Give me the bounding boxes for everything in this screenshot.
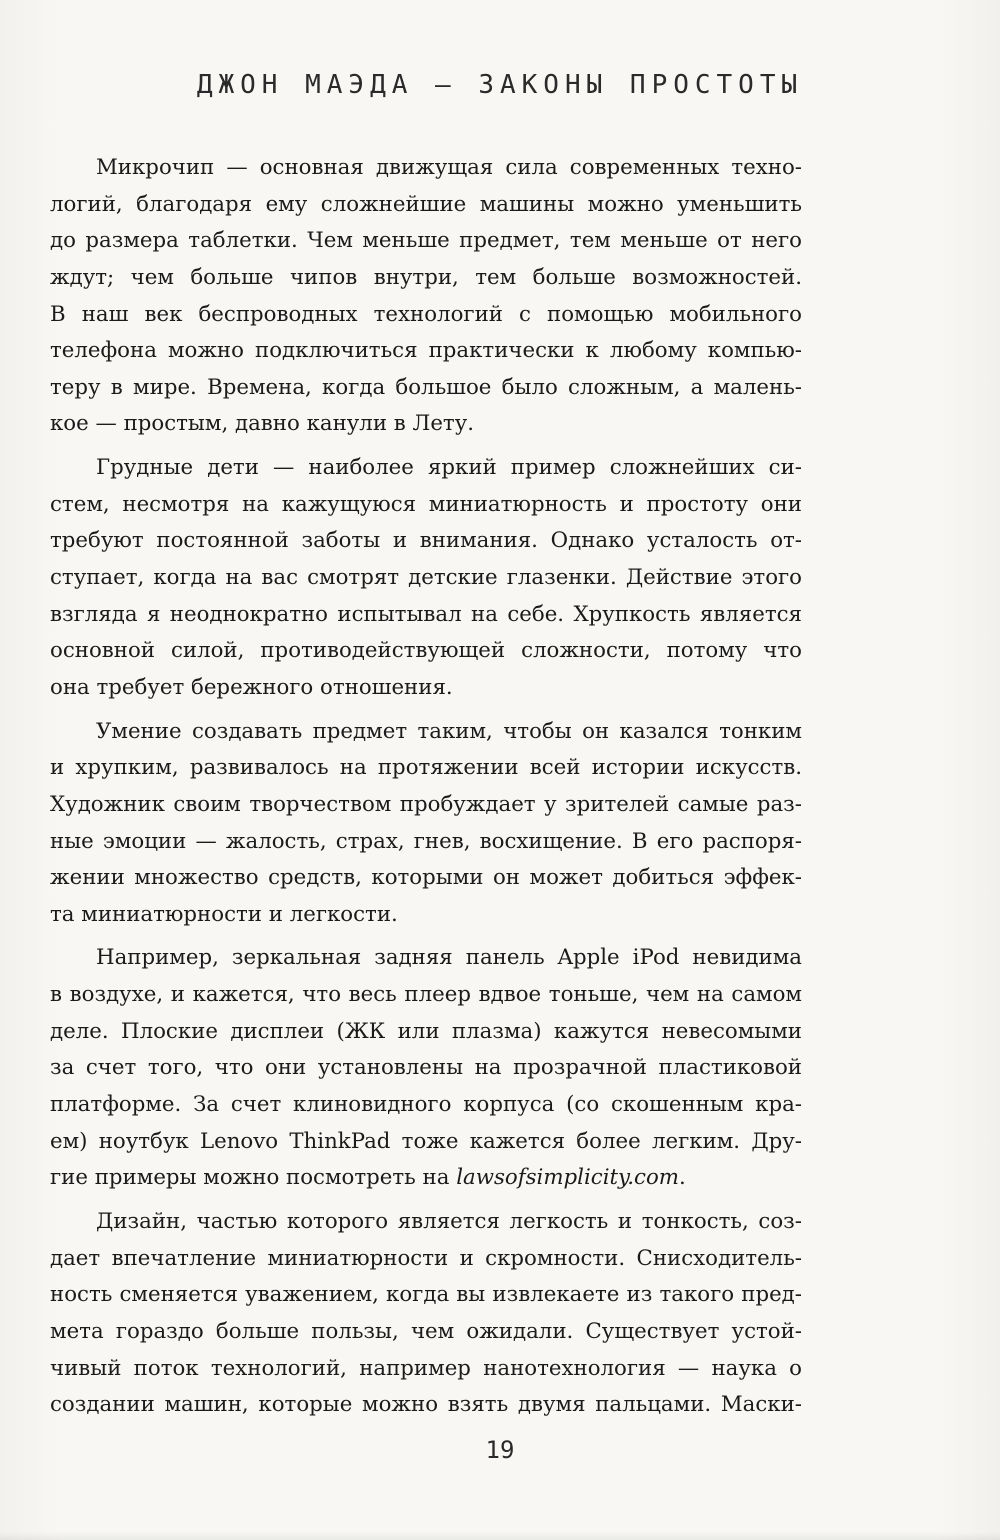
text-line: ступает, когда на вас смотрят детские глазенки. Действие этого (50, 565, 802, 591)
text-line: Микрочип — основная движущая сила современных техно- (96, 155, 802, 180)
text-line: мета гораздо больше пользы, чем ожидали. Существует устой- (50, 1318, 802, 1344)
text-fragment: . (678, 1165, 686, 1191)
text-line: телефона можно подключиться практически к любому компью- (50, 338, 802, 364)
page-number: 19 (485, 1436, 515, 1464)
paragraph-gap (50, 443, 802, 450)
text-line: теру в мире. Времена, когда большое было сложным, а малень- (50, 374, 802, 400)
text-line: Художник своим творчеством пробуждает у зрителей самые раз- (50, 791, 802, 817)
text-line: Дизайн, частью которого является легкость и тонкость, соз- (96, 1208, 802, 1234)
body-text (50, 150, 802, 1424)
text-line: ем) ноутбук Lenovo ThinkPad тоже кажется более легким. Дру- (50, 1128, 802, 1154)
text-line: Например, зеркальная задняя панель Apple iPod невидима (96, 945, 802, 971)
text-line: логий, благодаря ему сложнейшие машины можно уменьшить (50, 191, 802, 217)
text-line: стем, несмотря на кажущуюся миниатюрность и простоту они (50, 491, 802, 517)
text-line: В наш век беспроводных технологий с помощью мобильного (50, 301, 802, 327)
text-fragment: гие примеры можно посмотреть на (50, 1165, 457, 1191)
paragraph-gap (50, 933, 802, 940)
text-line: основной силой, противодействующей сложности, потому что (50, 638, 802, 664)
text-line: платформе. За счет клиновидного корпуса (со скошенным кра- (50, 1092, 802, 1118)
text-line: чивый поток технологий, например нанотехнология — наука о (50, 1355, 802, 1381)
page-edge-shadow (0, 1532, 1000, 1540)
text-line (50, 1160, 802, 1197)
paragraph-3 (50, 714, 802, 934)
text-line: и хрупким, развивалось на протяжении всей истории искусств. (50, 755, 802, 781)
text-line: та миниатюрности и легкости. (50, 901, 398, 927)
text-line: в воздухе, и кажется, что весь плеер вдвое тоньше, чем на самом (50, 982, 802, 1008)
text-line: кое — простым, давно канули в Лету. (50, 411, 475, 437)
text-line: до размера таблетки. Чем меньше предмет, тем меньше от него (50, 228, 802, 254)
text-line: Умение создавать предмет таким, чтобы он казался тонким (96, 718, 802, 744)
text-line: дает впечатление миниатюрности и скромности. Снисходитель- (50, 1245, 802, 1271)
text-line: она требует бережного отношения. (50, 674, 453, 700)
text-line: за счет того, что они установлены на прозрачной пластиковой (50, 1055, 802, 1081)
paragraph-1 (50, 150, 802, 443)
text-line: требуют постоянной заботы и внимания. Однако усталость от- (50, 528, 802, 554)
text-line: взгляда я неоднократно испытывал на себе. Хрупкость является (50, 601, 802, 627)
text-line: ность сменяется уважением, когда вы извлекаете из такого пред- (50, 1282, 802, 1308)
website-link: lawsofsimplicity.com (456, 1165, 679, 1191)
paragraph-4 (50, 940, 802, 1196)
text-line: ные эмоции — жалость, страх, гнев, восхищение. В его распоря- (50, 828, 802, 854)
text-line: ждут; чем больше чипов внутри, тем больше возможностей. (50, 264, 802, 290)
running-head: ДЖОН МАЭДА – ЗАКОНЫ ПРОСТОТЫ (196, 70, 804, 100)
paragraph-gap (50, 707, 802, 714)
text-line: жении множество средств, которыми он может добиться эффек- (50, 865, 802, 891)
text-line: создании машин, которые можно взять двумя пальцами. Маски- (50, 1392, 802, 1418)
text-line: Грудные дети — наиболее яркий пример сложнейших си- (96, 455, 802, 481)
paragraph-5 (50, 1204, 802, 1424)
paragraph-2 (50, 450, 802, 706)
paragraph-gap (50, 1197, 802, 1204)
text-line: деле. Плоские дисплеи (ЖК или плазма) кажутся невесомыми (50, 1018, 802, 1044)
